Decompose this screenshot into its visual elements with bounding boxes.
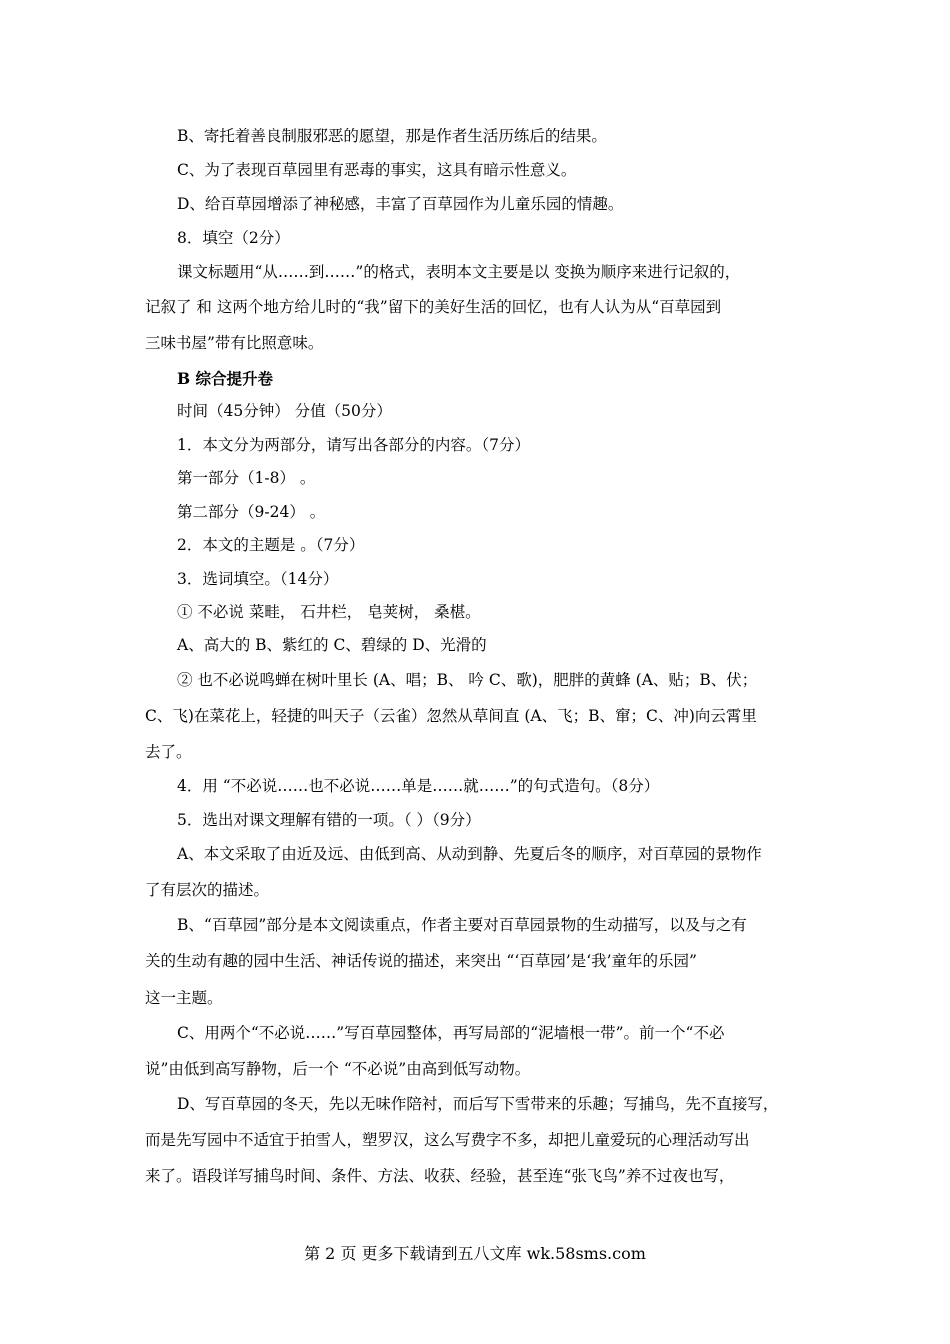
question-1-part-2: 第二部分（9-24） 。 — [177, 503, 326, 521]
option-c-line: C、为了表现百草园里有恶毒的事实，这具有暗示性意义。 — [177, 161, 577, 179]
question-5-option-c-line-2: 说”由低到高写静物，后一个 “不必说”由高到低写动物。 — [145, 1060, 531, 1078]
page-footer: 第 2 页 更多下载请到五八文库 wk.58sms.com — [304, 1244, 646, 1263]
question-4: 4．用 “不必说……也不必说……单是……就……”的句式造句。（8分） — [177, 777, 660, 795]
question-5-option-b-line-2: 关的生动有趣的园中生活、神话传说的描述，来突出 “‘百草园’是‘我’童年的乐园” — [145, 952, 697, 970]
question-5-option-b-line-1: B、“百草园”部分是本文阅读重点，作者主要对百草园景物的生动描写，以及与之有 — [177, 916, 747, 934]
question-8-heading: 8．填空（2分） — [177, 229, 290, 247]
question-8-text-line-3: 三味书屋”带有比照意味。 — [145, 334, 324, 352]
question-5-option-d-line-3: 来了。语段详写捕鸟时间、条件、方法、收获、经验，甚至连“张飞鸟”养不过夜也写， — [145, 1167, 735, 1185]
question-3-options: A、高大的 B、紫红的 C、碧绿的 D、光滑的 — [177, 636, 487, 654]
question-2: 2．本文的主题是 。（7分） — [177, 536, 365, 554]
question-5-option-d-line-2: 而是先写园中不适宜于拍雪人，塑罗汉，这么写费字不多，却把儿童爱玩的心理活动写出 — [145, 1131, 750, 1149]
question-5-option-a-line-2: 了有层次的描述。 — [145, 881, 270, 899]
question-5-option-d-line-1: D、写百草园的冬天，先以无味作陪衬，而后写下雪带来的乐趣；写捕鸟，先不直接写， — [177, 1095, 779, 1113]
question-8-text-line-1: 课文标题用“从……到……”的格式，表明本文主要是以 变换为顺序来进行记叙的， — [177, 263, 741, 281]
question-3: 3．选词填空。（14分） — [177, 570, 339, 588]
section-b-heading: B 综合提升卷 — [177, 369, 273, 388]
question-5-option-a-line-1: A、本文采取了由近及远、由低到高、从动到静、先夏后冬的顺序，对百草园的景物作 — [177, 845, 762, 863]
question-5-option-c-line-1: C、用两个“不必说……”写百草园整体，再写局部的“泥墙根一带”。前一个“不必 — [177, 1024, 725, 1042]
question-3-item-1: ① 不必说 菜畦， 石井栏， 皂荚树， 桑椹。 — [177, 603, 481, 621]
question-3-item-2-line-1: ② 也不必说鸣蝉在树叶里长 (A、唱；B、 吟 C、歌)，肥胖的黄蜂 (A、贴；B、伏； — [177, 671, 758, 689]
question-1-part-1: 第一部分（1-8） 。 — [177, 469, 316, 487]
question-3-item-2-line-2: C、飞)在菜花上，轻捷的叫天子（云雀）忽然从草间直 (A、飞；B、窜；C、冲)向云霄里 — [145, 707, 757, 725]
option-d-line: D、给百草园增添了神秘感，丰富了百草园作为儿童乐园的情趣。 — [177, 195, 624, 213]
question-5: 5．选出对课文理解有错的一项。（ ）（9分） — [177, 811, 481, 829]
question-5-option-b-line-3: 这一主题。 — [145, 989, 223, 1007]
question-8-text-line-2: 记叙了 和 这两个地方给儿时的“我”留下的美好生活的回忆，也有人认为从“百草园到 — [145, 298, 722, 316]
time-score-line: 时间（45分钟） 分值（50分） — [177, 402, 392, 420]
option-b-line: B、寄托着善良制服邪恶的愿望，那是作者生活历练后的结果。 — [177, 127, 607, 145]
question-3-item-2-line-3: 去了。 — [145, 743, 192, 761]
question-1: 1．本文分为两部分，请写出各部分的内容。（7分） — [177, 436, 530, 454]
